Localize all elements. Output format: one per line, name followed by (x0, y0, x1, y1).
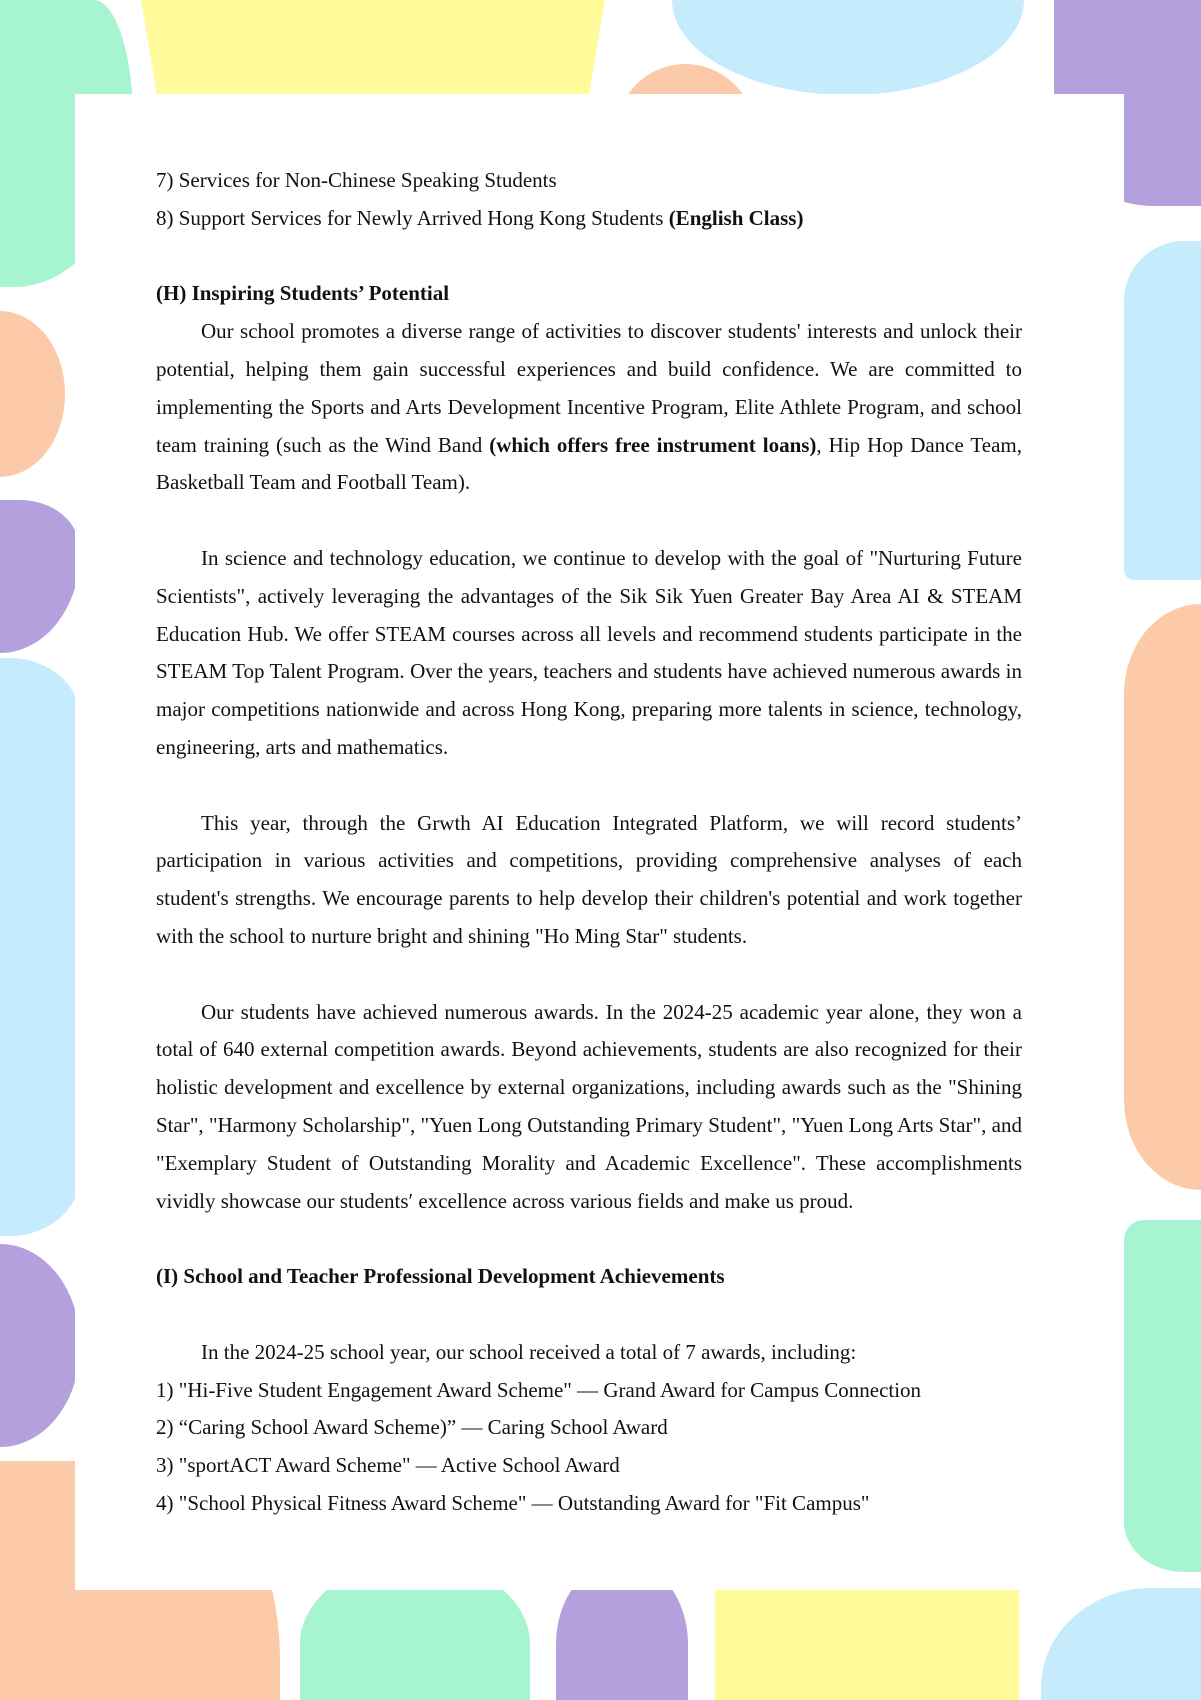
heading-text: (I) School and Teacher Professional Development Achievements (156, 1264, 725, 1289)
list-item: 3) "sportACT Award Scheme" — Active School Award (156, 1453, 620, 1478)
paragraph-text: Our school promotes a diverse range of activities to discover students' interests and unlock their potential, helping them gain successful experiences and build confidence. We are committed to implementing the Sports and Arts Development Incentive Program, Elite Athlete Program, and school team training (such as the Wind Band (156, 319, 1022, 457)
list-item: 4) "School Physical Fitness Award Scheme" — Outstanding Award for "Fit Campus" (156, 1490, 870, 1515)
decor-purple-left-lower (0, 1244, 80, 1447)
list-item-bold: (English Class) (668, 205, 804, 230)
paragraph: This year, through the Grwth AI Education Integrated Platform, we will record students’ participation in various activities and competitions, providing comprehensive analyses of each student's strengths. We encourage parents to help develop their children's potential and work together with the school to nurture bright and shining "Ho Ming Star" students. (156, 810, 1022, 948)
section-h-heading (156, 275, 1022, 313)
section-i-heading (156, 1258, 1022, 1296)
list-item (156, 200, 1022, 238)
decor-blue-right (1124, 241, 1201, 580)
list-item: 1) "Hi-Five Student Engagement Award Scheme" — Grand Award for Campus Connection (156, 1377, 922, 1402)
paragraph: Our students have achieved numerous awards. In the 2024-25 academic year alone, they won a total of 640 external competition awards. Beyond achievements, students are also recognized for their holistic development and excellence by external organizations, including awards such as the "Shining Star", "Harmony Scholarship", "Yuen Long Outstanding Primary Student", "Yuen Long Arts Star", and "Exemplary Student of Outstanding Morality and Academic Excellence". These accomplishments vividly showcase our students′ excellence across various fields and make us proud. (156, 999, 1022, 1213)
list-item: 7) Services for Non-Chinese Speaking Students (156, 168, 557, 192)
list-item-text: 8) Support Services for Newly Arrived Hong Kong Students (156, 205, 669, 230)
heading-text: (H) Inspiring Students’ Potential (156, 281, 450, 306)
decor-yellow-bottom (715, 1580, 1019, 1700)
list-item: 2) “Caring School Award Scheme)” — Caring School Award (156, 1415, 668, 1440)
decor-blue-left (0, 658, 80, 1236)
decor-purple-left (0, 500, 80, 653)
paragraph: In science and technology education, we continue to develop with the goal of "Nurturing Future Scientists", actively leveraging the advantages of the Sik Sik Yuen Greater Bay Area AI & STEAM Education Hub. We offer STEAM courses across all levels and recommend students participate in the STEAM Top Talent Program. Over the years, teachers and students have achieved numerous awards in major competitions nationwide and across Hong Kong, preparing more talents in science, technology, engineering, arts and mathematics. (156, 545, 1022, 759)
paragraph-text: , Hip Hop Dance Team, Basketball Team and Football Team). (156, 432, 1022, 495)
decor-green-right (1124, 1220, 1201, 1572)
paragraph-bold: (which offers free instrument loans) (489, 432, 817, 457)
paragraph (156, 313, 1022, 502)
paragraph: In the 2024-25 school year, our school received a total of 7 awards, including: (201, 1339, 857, 1364)
document-content (156, 162, 1022, 1523)
decor-peach-right (1124, 604, 1201, 1190)
decor-peach-left (0, 311, 65, 477)
decor-blue-bottom-right (1041, 1588, 1201, 1700)
